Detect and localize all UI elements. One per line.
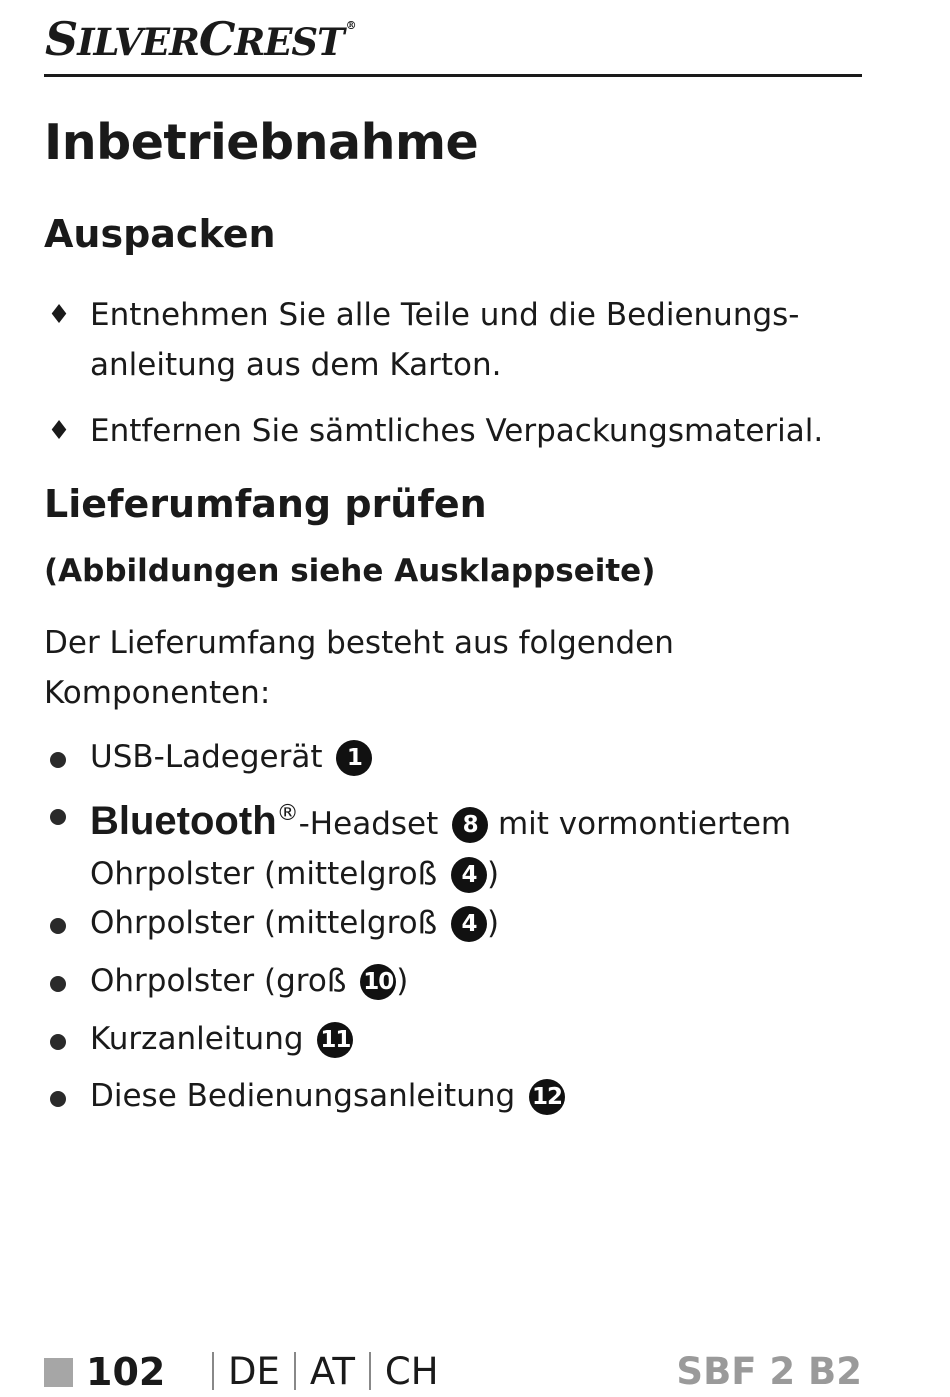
part-number-badge: 8 <box>452 807 488 843</box>
list-item: USB-Ladegerät 1 <box>44 732 862 782</box>
part-number-badge: 4 <box>451 906 487 942</box>
part-number-badge: 10 <box>360 964 396 1000</box>
round-bullet-icon <box>50 1034 66 1050</box>
part-number-badge: 4 <box>451 857 487 893</box>
part-number-badge: 12 <box>529 1079 565 1115</box>
round-bullet-icon <box>50 809 66 825</box>
list-item: Ohrpolster (mittelgroß 4 ) <box>44 898 862 948</box>
part-number-badge: 1 <box>336 740 372 776</box>
list-item: Kurzanleitung 11 <box>44 1014 862 1064</box>
list-item: ♦ Entnehmen Sie alle Teile und die Bedienungs- anleitung aus dem Karton. <box>44 290 862 390</box>
part-number-badge: 11 <box>317 1022 353 1058</box>
page-number: 102 <box>86 1350 166 1394</box>
section-title-scope: Lieferumfang prüfen <box>44 482 487 526</box>
round-bullet-icon <box>50 1091 66 1107</box>
region-codes: DE AT CH <box>212 1349 439 1395</box>
round-bullet-icon <box>50 752 66 768</box>
page-footer <box>44 1349 862 1395</box>
header-rule <box>44 74 862 77</box>
round-bullet-icon <box>50 976 66 992</box>
list-item: Ohrpolster (groß 10) <box>44 956 862 1006</box>
round-bullet-icon <box>50 918 66 934</box>
section-title-unpack: Auspacken <box>44 212 276 256</box>
model-number: SBF 2 B2 <box>676 1350 862 1393</box>
section-subtitle: (Abbildungen siehe Ausklappseite) <box>44 553 656 589</box>
page-title: Inbetriebnahme <box>44 114 479 171</box>
intro-text: Der Lieferumfang besteht aus folgenden Komponenten: <box>44 625 674 711</box>
square-marker-icon <box>44 1358 73 1387</box>
list-item: Diese Bedienungsanleitung 12 <box>44 1071 862 1121</box>
brand-logo: SILVERCREST ® <box>45 12 356 66</box>
diamond-bullet-icon: ♦ <box>47 300 71 330</box>
diamond-bullet-icon: ♦ <box>47 416 71 446</box>
list-item: Bluetooth®-Headset 8 mit vormontiertem Ohrpolster (mittelgroß 4 ) <box>44 789 862 899</box>
list-item: ♦ Entfernen Sie sämtliches Verpackungsmaterial. <box>44 406 862 456</box>
